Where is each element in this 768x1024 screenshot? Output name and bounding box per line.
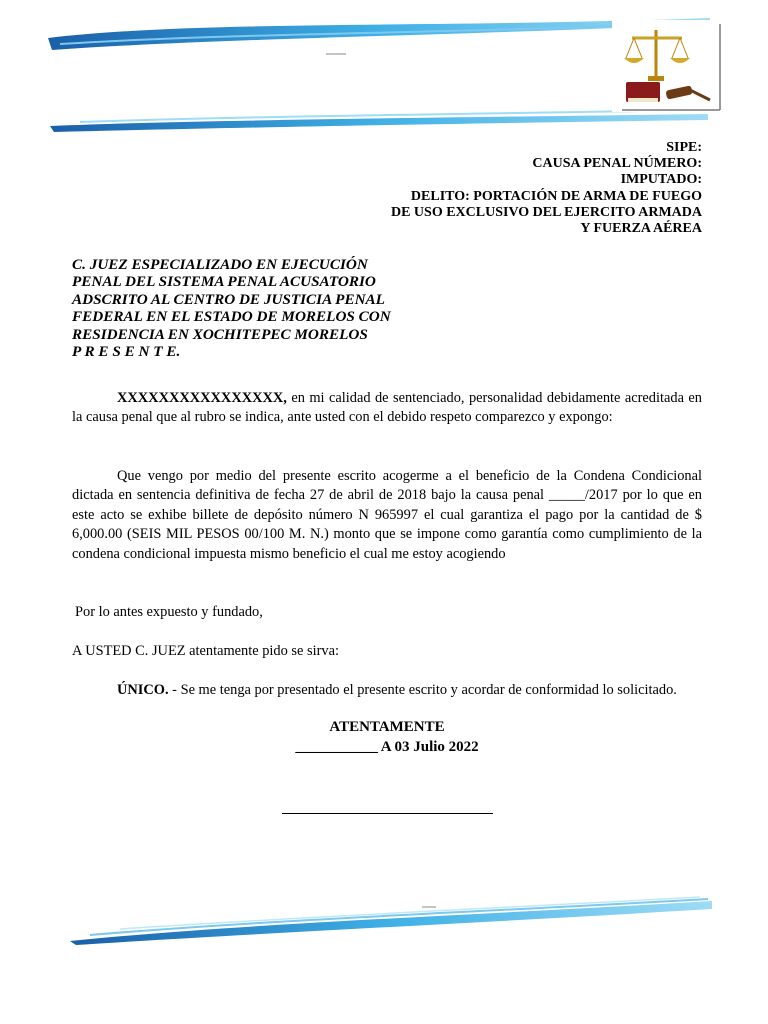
sentenced-name: XXXXXXXXXXXXXXXX,	[117, 390, 287, 406]
paragraph-unico	[72, 681, 702, 700]
scales-of-justice-icon	[612, 20, 724, 112]
paragraph-petition: A USTED C. JUEZ atentamente pido se sirva:	[72, 643, 339, 659]
addressee-line: FEDERAL EN EL ESTADO DE MORELOS CON	[72, 308, 391, 326]
paragraph-fundamento: Por lo antes expuesto y fundado,	[75, 604, 263, 620]
case-header	[282, 140, 702, 237]
closing-atentamente: ATENTAMENTE	[329, 719, 445, 735]
addressee-line: RESIDENCIA EN XOCHITEPEC MORELOS	[72, 325, 368, 343]
unico-label: ÚNICO.	[117, 682, 169, 698]
addressee-presente: P R E S E N T E.	[72, 343, 181, 361]
paragraph-introduction	[72, 389, 702, 428]
signature-line	[282, 813, 493, 814]
closing-date: ___________ A 03 Julio 2022	[295, 739, 479, 755]
header-imputado: IMPUTADO:	[620, 172, 702, 188]
addressee-block	[72, 256, 492, 360]
header-sipe: SIPE:	[666, 140, 702, 155]
addressee-line: PENAL DEL SISTEMA PENAL ACUSATORIO	[72, 273, 376, 291]
unico-text: - Se me tenga por presentado el presente escrito y acordar de conformidad lo solicitado.	[168, 682, 677, 698]
addressee-line: C. JUEZ ESPECIALIZADO EN EJECUCIÓN	[72, 256, 368, 273]
header-causa-penal: CAUSA PENAL NÚMERO:	[532, 156, 702, 172]
header-delito-line-3: Y FUERZA AÉREA	[580, 221, 702, 237]
header-delito-line-1: DELITO: PORTACIÓN DE ARMA DE FUEGO	[410, 188, 702, 204]
footer-wave-decoration	[0, 895, 768, 955]
paragraph-request: Que vengo por medio del presente escrito acogerme a el beneficio de la Condena Condicional dictada en sentencia definitiva de fecha 27 de abril de 2018 bajo la causa penal _____/2017 por lo que en este acto se exhibe billete de depósito número N 965997 el cual garantiza el pago por la cantidad de $ 6,000.00 (SEIS MIL PESOS 00/100 M. N.) monto que se impone como garantía como cumplimiento de la condena condicional impuesta mismo beneficio el cual me estoy acogiendo	[72, 468, 702, 562]
addressee-line: ADSCRITO AL CENTRO DE JUSTICIA PENAL	[72, 290, 385, 308]
paragraph-introduction-text: en mi calidad de sentenciado, personalidad debidamente acreditada en la causa penal que al rubro se indica, ante usted con el debido respeto comparezco y expongo:	[72, 390, 702, 426]
header-delito-line-2: DE USO EXCLUSIVO DEL EJERCITO ARMADA	[390, 204, 702, 220]
